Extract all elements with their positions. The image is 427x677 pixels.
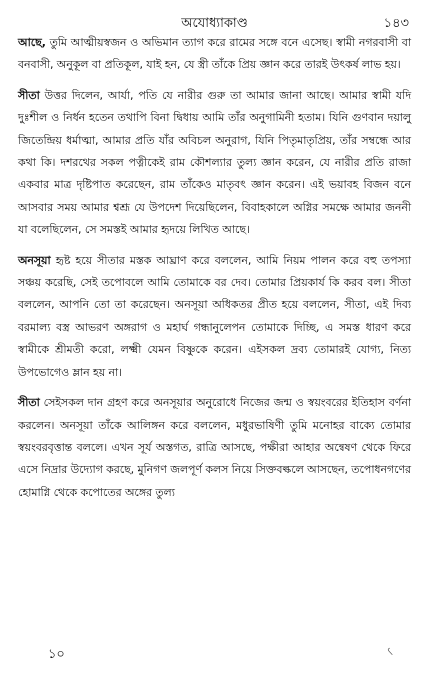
- page-footer: [18, 643, 411, 665]
- running-title: অযোধ্যাকাণ্ড: [181, 16, 248, 31]
- paragraph-lead: সীতা: [18, 88, 40, 102]
- paragraph: [18, 85, 411, 242]
- corner-mark: ৻: [387, 644, 393, 658]
- body-text: [18, 32, 411, 504]
- paragraph-text: উত্তর দিলেন, আর্যা, পতি যে নারীর গুরু তা আমার জানা আছে। আমার স্বামী যদি দুঃশীল ও নির্ধন হতেন তথাপি বিনা দ্বিধায় আমি তাঁর অনুগামিনী হতাম। যিনি গুণবান দয়ালু জিতেন্দ্রিয় ধর্মাত্মা, আমার প্রতি যাঁর অবিচল অনুরাগ, যিনি পিতৃমাতৃপ্রিয়, তাঁর সম্বন্ধে আর কথা কি। দশরথের সকল পত্নীকেই রাম কৌশল্যার তুল্য জ্ঞান করেন, যে নারীর প্রতি রাজা একবার মাত্র দৃষ্টিপাত করেছেন, রাম তাঁকেও মাতৃবৎ জ্ঞান করেন। এই ভয়াবহ বিজন বনে আসবার সময় আমার শ্বশ্রূ যে উপদেশ দিয়েছিলেন, বিবাহকালে অগ্নির সমক্ষে আমার জননী যা বলেছিলেন, সে সমস্তই আমার হৃদয়ে লিখিত আছে।: [18, 88, 411, 237]
- page-header: [18, 8, 411, 32]
- paragraph-lead: আছে,: [18, 36, 46, 49]
- paragraph-lead: অনসূয়া: [18, 253, 51, 267]
- paragraph: [18, 32, 411, 77]
- page-number: ১৪৩: [383, 16, 409, 31]
- paragraph-text: সেইসকল দান গ্রহণ করে অনসূয়ার অনুরোধে নিজের জন্ম ও স্বয়ংবরের ইতিহাস বর্ণনা করলেন। অনসূয়া তাঁকে আলিঙ্গন করে বললেন, মধুরভাষিণী তুমি মনোহর বাক্যে তোমার স্বয়ংবরবৃত্তান্ত বললে। এখন সূর্য অস্তগত, রাত্রি আসছে, পক্ষীরা আহার অন্বেষণ থেকে ফিরে এসে নিদ্রার উদ্যোগ করছে, মুনিগণ জলপূর্ণ কলস নিয়ে সিক্তবল্কলে আসছেন, তপোধনগণের হোমাগ্নি থেকে কপোতের অঙ্গের তুল্য: [18, 396, 411, 499]
- signature-mark: ১০: [48, 647, 65, 662]
- paragraph-text: হৃষ্ট হয়ে সীতার মস্তক আঘ্রাণ করে বললেন, আমি নিয়ম পালন করে বহু তপস্যা সঞ্চয় করেছি, সেই তপোবলে আমি তোমাকে বর দেব। তোমার প্রিয়কার্য কি করব বল। সীতা বললেন, আপনি তো তা করেছেন। অনসূয়া অধিকতর প্রীত হয়ে বললেন, সীতা, এই দিব্য বরমাল্য বস্ত্র আভরণ অঙ্গরাগ ও মহার্ঘ গন্ধানুলেপন তোমাকে দিচ্ছি, এ সমস্ত ধারণ করে স্বামীকে শ্রীমতী করো, লক্ষ্মী যেমন বিষ্ণুকে করেন। এইসকল দ্রব্য তোমারই যোগ্য, নিত্য উপভোগেও ম্লান হয় না।: [18, 253, 411, 379]
- paragraph: [18, 250, 411, 384]
- paragraph: [18, 392, 411, 504]
- paragraph-lead: সীতা: [18, 396, 40, 410]
- paragraph-text: তুমি আত্মীয়স্বজন ও অভিমান ত্যাগ করে রামের সঙ্গে বনে এসেছ। স্বামী নগরবাসী বা বনবাসী, অনুকূল বা প্রতিকূল, যাই হন, যে স্ত্রী তাঁকে প্রিয় জ্ঞান করে তারই উৎকর্ষ লাভ হয়।: [18, 36, 411, 72]
